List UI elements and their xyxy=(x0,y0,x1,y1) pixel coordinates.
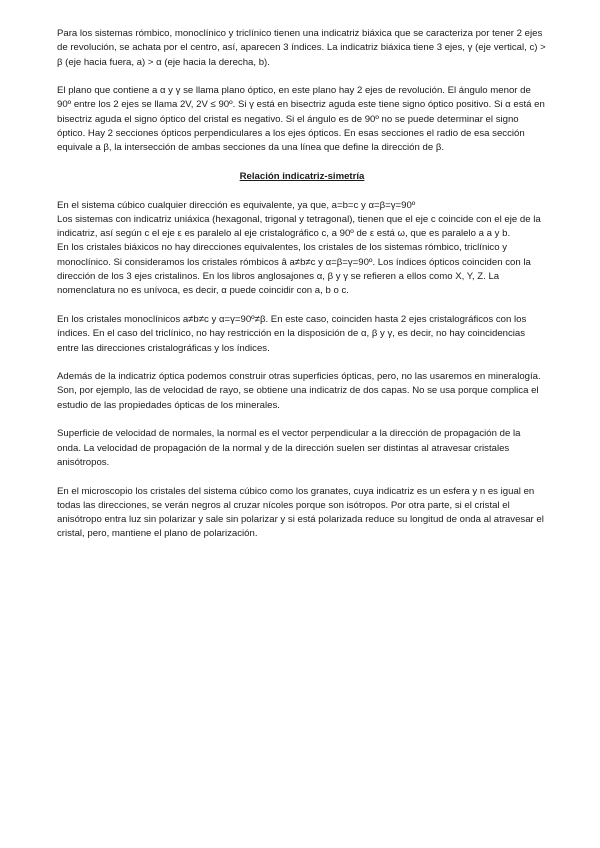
paragraph-sistema-cubico: En el sistema cúbico cualquier dirección es equivalente, ya que, a=b=c y α=β=γ=90º xyxy=(57,199,416,211)
paragraph-cristales-biaxicos: En los cristales biáxicos no hay direcciones equivalentes, los cristales de los sistemas rómbico, triclínico y monoclínico. Si consideramos los cristales rómbicos â a≠b≠c y α=β=γ=90º. Los índices ópticos coinciden con la dirección de los 3 ejes cristalinos. En los libros anglosajones α, β y γ se refieren a ellos como X, Y, Z. La nomenclatura no es unívoca, es decir, α puede coincidir con a, b o c. xyxy=(57,242,531,297)
paragraph-indicatriz-uniaxica: Los sistemas con indicatriz uniáxica (hexagonal, trigonal y tetragonal), tienen que el eje c coincide con el eje de la indicatriz, así según c el eje ε es paralelo al eje cristalográfico c, a 90º de ε está ω, que es paralelo a a y b. xyxy=(57,213,541,240)
paragraph-indicatriz-biaxica: Para los sistemas rómbico, monoclínico y triclínico tienen una indicatriz biáxica que se caracteriza por tener 2 ejes de revolución, se achata por el centro, así, aparecen 3 índices. La indicatriz biáxica tiene 3 ejes, γ (eje vertical, c) > β (eje hacia fuera, a) > α (eje hacia la derecha, b). xyxy=(57,28,546,68)
paragraph-superficies-opticas: Además de la indicatriz óptica podemos construir otras superficies ópticas, pero, no las usaremos en mineralogía. Son, por ejemplo, las de velocidad de rayo, se obtiene una indicatriz de dos capas. No se usa porque complica el estudio de las propiedades ópticas de los minerales. xyxy=(57,371,541,411)
paragraph-plano-optico: El plano que contiene a α y γ se llama plano óptico, en este plano hay 2 ejes de revolución. El ángulo menor de 90º entre los 2 ejes se llama 2V, 2V ≤ 90º. Si γ está en bisectriz aguda este tiene signo óptico positivo. Si α está en bisectriz aguda el signo óptico del cristal es negativo. Si el ángulo es de 90º no se puede determinar el signo óptico. Hay 2 secciones ópticos perpendiculares a los ejes ópticos. En esas secciones el radio de esa sección equivale a β, la intersección de ambas secciones da una línea que define la dirección de β. xyxy=(57,85,545,154)
paragraph-microscopio: En el microscopio los cristales del sistema cúbico como los granates, cuya indicatriz es un esfera y n es igual en todas las direcciones, se verán negros al cruzar nícoles porque son isótropos. Por otra parte, si el cristal el anisótropo entra luz sin polarizar y sale sin polarizar y si está polarizada reduce su longitud de onda al atravesar el cristal, pero, mantiene el plano de polarización. xyxy=(57,485,544,540)
document-body xyxy=(57,27,547,556)
section-heading: Relación indicatriz-simetría xyxy=(239,170,365,182)
paragraph-cristales-monoclinicos: En los cristales monoclínicos a≠b≠c y α=γ=90º≠β. En este caso, coinciden hasta 2 ejes cristalográficos con los índices. En el caso del triclínico, no hay restricción en la disposición de α, β y γ, es decir, no hay coincidencias entre las direcciones cristalográficas y los índices. xyxy=(57,313,527,354)
paragraph-velocidad-normales: Superficie de velocidad de normales, la normal es el vector perpendicular a la dirección de propagación de la onda. La velocidad de propagación de la normal y de la dirección suelen ser distintas al atravesar cristales anisótropos. xyxy=(57,428,521,468)
